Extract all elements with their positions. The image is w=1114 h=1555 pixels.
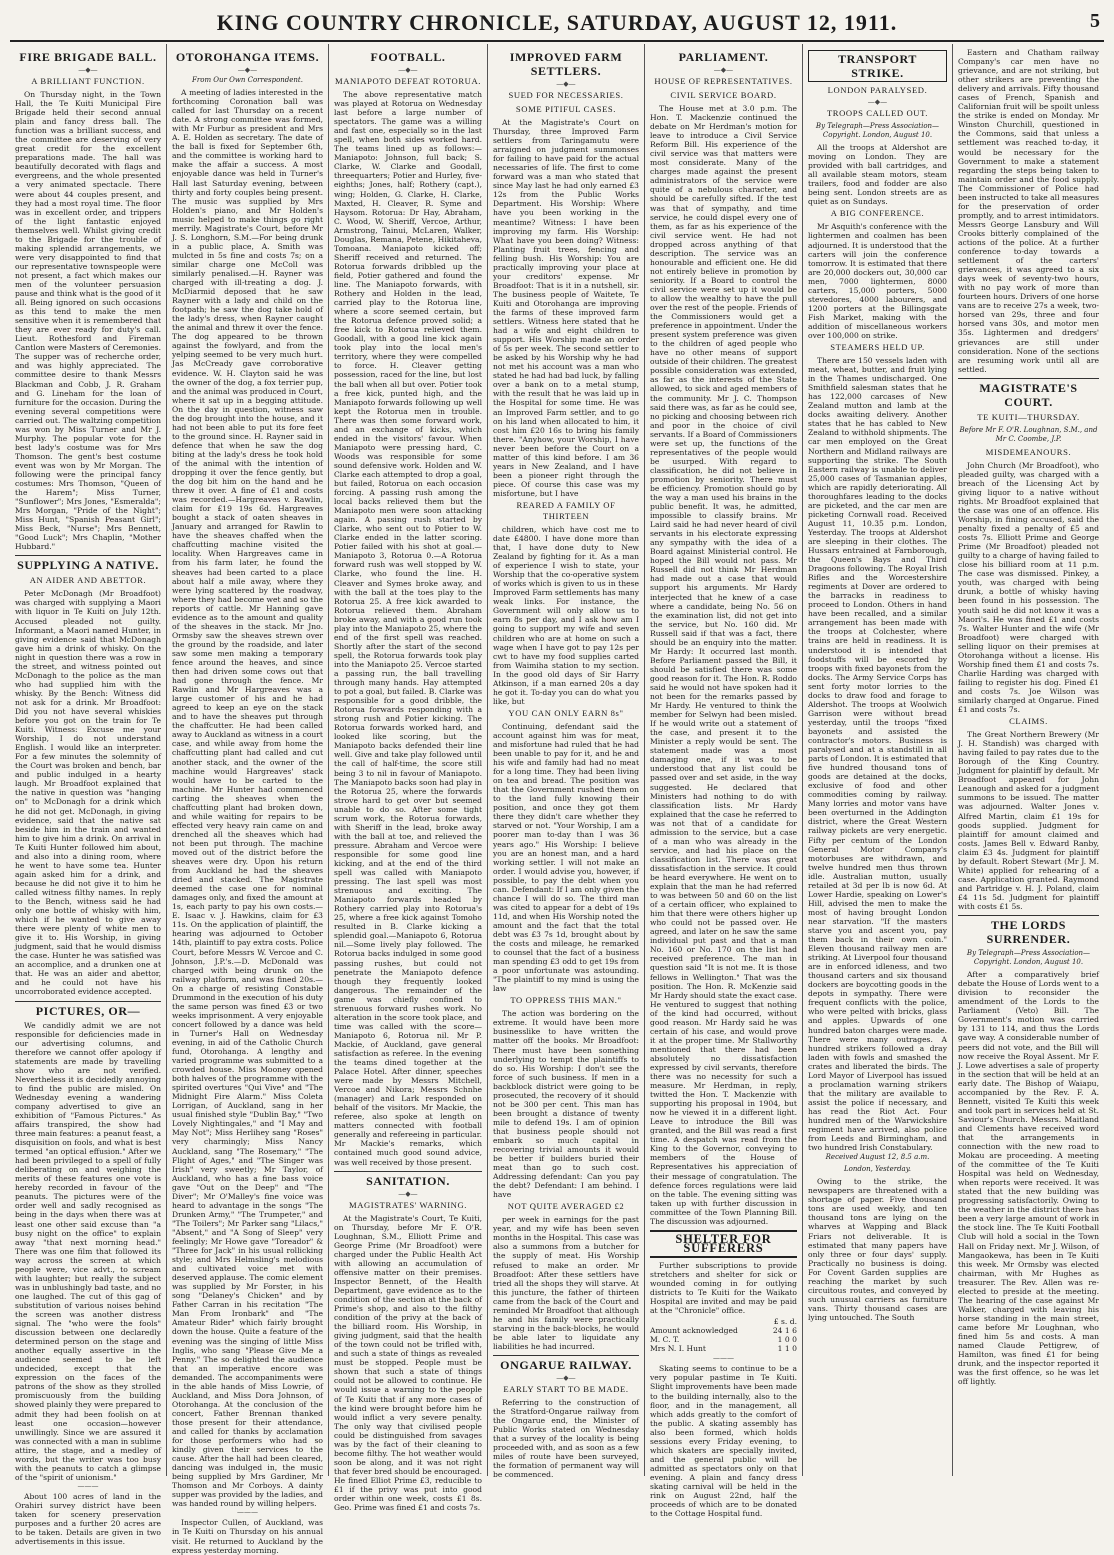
farm-settlers-heading: IMPROVED FARM SETTLERS. (509, 50, 623, 78)
masthead (10, 6, 1104, 42)
column-1 (10, 44, 167, 1547)
parliament-heading: PARLIAMENT. (678, 50, 769, 64)
football-body: The above representative match was played at Rotorua on Wednesday last before a large number of spectators. The game was a willing and fast one, especially so in the last spell, when both sides worked hard. The teams lined up as follows:— Maniapoto: Johnson, full back; S. Clarke, W. Clarke and Goodall, threequarters; Potier and Hurley, five-eighths; Jones, half; Rothery (capt.), wing; Holden, G. Clarke, H. Clarke, Maxted, H. Cleaver, R. Syme and Haysom. Rotorua: Dr Hay, Abraham, C. Wood, W. Sheriff, Vercoe, Arthur, Armstrong, Tainui, McLaren, Walker, Douglas, Remana, Petene, Hikitaheva, Tomoana. Maniapoto kicked off; Sheriff received and returned. The Rotorua forwards dribbled up the field, Potier gathered and found the line. The Maniapoto forwards, with Rothery and Holden in the lead, carried play to the Rotorua line, where a score seemed certain, but the Rotorua defence proved solid; a free kick to Rotorua relieved them. Goodall, with a good line kick again took play into the local men's territory, where they were compelled to force. H. Cleaver getting possession, raced for the line, but lost the ball when all but over. Potier took a free kick, punted high, and the Maniapoto forwards following up well kept the Rotorua men in trouble. There was then some forward work, and an exchange of kicks, which ended in the visitors' favour. When Maniapoto were pressing hard, C. Woods was responsible for some sound defensive work. Holden and W. Clarke each attempted to drop a goal, but failed, Rotorua on each occasion forcing. A passing rush among the local backs relieved them but the Maniapoto men were soon attacking again. A passing rush started by Clarke, who sent out to Potier to W. Clarke ended in the latter scoring. Potier failed with his shot at goal.—Maniapoto 3, Rotorua 0.—A Rotorua forward rush was well stopped by W. Clarke, who found the line. H. Cleaver and Symes broke away, and with the ball at the toes play to the Rotorua 25. A free kick awarded to Rotorua relieved them. Abraham broke away, and with a good run took play into the Maniapoto 25, where the end of the first spell was reached. Shortly after the start of the second spell, the Rotorua forwards took play into the Maniapoto 25. Vercoe started a passing run, the ball travelling through many hands. Hay attempted to pot a goal, but failed. B. Clarke was responsible for a good dribble, the Rotorua forwards responding with a strong rush and Potier kicking. The Rotorua forwards worked hard, and looked like scoring, but the Maniapoto backs defended their line well. Give and take play followed until the call of half-time, the score still being 3 to nil in favour of Maniapoto. The Maniapoto backs soon had play in the Rotorua 25, where the forwards strove hard to get over but seemed unable to do so. After some tight scrum work, the Rotorua forwards, with Sheriff in the lead, broke away with the ball at toe, and relieved the pressure. Abraham and Vercoe were responsible for some good line kicking, and at the end of the third spell was called with Maniapoto pressing. The last spell was most strenuous and exciting. The Maniapoto forwards headed by Rothery carried play into Rotorua's 25, where a free kick against Tomoho resulted in B. Clarke kicking a splendid goal.—Maniapoto 6, Rotorua nil.—Some lively play followed. The Rotorua backs indulged in some good passing rushes, but could not penetrate the Maniapoto defence though they frequently looked dangerous. The remainder of the game was chiefly confined to strenuous forward rushes work. No alteration in the score took place, and time was called with the score—Maniapoto 6, Rotorua nil. Mr P. Mackie, of Auckland, gave general satisfaction as referee. In the evening the teams dined together at the Palace Hotel. After dinner, speeches were made by Messrs Mitchell, Vercoe and Nikora; Messrs Schnhe (manager) and Lark responded on behalf of the visitors. Mr Mackie, the referee, also spoke at length on matters connected with football generally and refereeing in particular. Mr Mackie's remarks, which contained much good sound advice, was well received by those present. (334, 90, 482, 1167)
transport-strike-subheading-2: TROOPS CALLED OUT. (826, 108, 929, 118)
oppress-body: The action was bordering on the extreme. It would have been more businesslike to have written the matter off the books. Mr Broadfoot: There must have been something underlying to tempt the plaintiffs to do so. His Worship: I don't see the force of such business. If men in a backblock district were going to be prosecuted, the recovery of it should not be 300 per cent. This man has been brought a distance of twenty mile to defend 19s. I am of opinion that business people should not embark so much capital in recovering trivial amounts it would be better if builders buried their meat than go to such cost. Addressing defendant: Can you pay the debt? Defendant: I am behind. I have (493, 1009, 639, 1200)
table-cell-label: M. C. T. (650, 1335, 680, 1345)
sanitation-heading: SANITATION. (366, 1173, 450, 1188)
football-heading: FOOTBALL. (370, 50, 446, 64)
orahiri-note: About 100 acres of land in the Orahiri survey district have been taken for scenery preservation purposes and a further 20 acres are to be taken. Details are given in two advertisements in this issue. (15, 1491, 161, 1547)
lords-surrender-body: After a comparatively brief debate the House of Lords went to a division to reconsider the amendment of the Lords to the Parliament (Veto) Bill. The Government's motion was carried by 131 to 114, and thus the Lords gave way. A considerable number of peers did not vote, and the Bill will now receive the Royal Assent. Mr F. J. Lowe advertises a sale of property in the section that will be held at an early date. The Bishop of Waiapu, accompanied by the Rev. F. A. Bennett, visited Te Kuiti this week and took part in services held at St. Saviour's Church. Messrs. Maitland and Clements have received word that the arrangements in connection with the new road to Mokau are proceeding. A meeting of the committee of the Te Kuiti Hospital was held on Wednesday, when reports were received. It was stated that the new building was progressing satisfactorily. Owing to the weather in the district there has been a very large amount of work in the stock line. The Te Kuiti Football Club will hold a social in the Town Hall on Friday next. Mr J. Wilson, of Mangaokewa, has been in Te Kuiti this week. Mr Ormsby was elected chairman, with Mr Hughes as treasurer. The Rev. Allen was re-elected to preside at the meeting. The hearing of the case against Mr Walker, charged with leaving his horse standing in the main street, came before Mr Loughnan, who fined him 5s and costs. A man named Claude Pettigrew, of Hamilton, was fined £1 for being drunk, and the inspector reported it was the first offence, so he was let off lightly. (958, 970, 1099, 1387)
averaged-body: per week in earnings for the past year, and my wife has been seven months in the Hospital. This case was also a summons from a butcher for the supply of meat. His Worship refused to make an order. Mr Broadfoot: After these settlers have tried all the shops they will starve. At this juncture, the father of thirteen came from the back of the Court and reminded Mr Broadfoot that although he and his family were practically starving in the back-blocks, he would be able later to liquidate any liabilities he had incurred. (493, 1215, 639, 1351)
misdemeanours-heading: MISDEMEANOURS. (985, 446, 1072, 457)
strike-continued-body: Eastern and Chatham railway Company's car men have no grievance, and are not striking, but other strikers are preventing the delivery and arrivals. Fifty thousand cases of French, Spanish and Californian fruit will be spoilt unless the strike is ended on Monday. Mr Winston Churchill, questioned in the Commons, said that unless a settlement was reached to-day, it would be necessary for the Government to make a statement regarding the steps being taken to maintain order and the food supply. The Commissioner of Police had been instructed to take all measures for the preservation of order promptly, and to arrest intimidators. Messrs George Lansbury and Will Crooks bitterly complained of the actions of the police. At a further conference to-day towards a settlement of the carters' grievances, it was agreed to a six days week of seventy-two hours, with no pay work of more than fourteen hours. Drivers of one horse vans are to receive 27s a week, two-horsed van 29s, three and four horsed vans 30s, and motor men 35s. Lightermen and dredgers' grievances are still under consideration. None of the sections are resuming work until all are settled. (958, 48, 1099, 374)
ornament-divider: ——— (77, 1481, 99, 1490)
otorohanga-heading: OTOROHANGA ITEMS. (175, 50, 320, 64)
conference-body: Mr Asquith's conference with the lightermen and coalmen has been adjourned. It is understood that the carters will join the conference tomorrow. It is estimated that there are 20,000 dockers out, 30,000 car men, 7000 lightermen, 8000 carters, 15,000 porters, 5000 stevedores, 4000 labourers, and 1200 porters at the Billingsgate Fish Market, making with the addition of miscellaneous workers over 100,000 on strike. (808, 222, 947, 340)
magistrates-court-body: John Church (Mr Broadfoot), who pleaded guilty, was charged with a breach of the Licensing Act by giving liquor to a native without rights. Mr Broadfoot explained that the case was one of an offence. His Worship, in fining accused, said the penalty fixed a penalty of £5 and costs 7s. Elliott Prime and George Prime (Mr Broadfoot) pleaded not guilty to a charge of having failed to close his billiard room at 11 p.m. The case was dismissed. Pinkey, a youth, was charged with being drunk, a bottle of whisky having been found in his possession. The youth said he did not know it was a Maori's. He was fined £1 and costs 7s. Walter Hunter and the wife (Mr Broadfoot) were charged with selling liquor on their premises at Otorohanga without a license. His Worship fined them £1 and costs 7s. Charlie Harding was charged with failing to register his dog. Fined £1 and costs 7s. Joe Wilson was similarly charged at Ongarue. Fined £1 and costs 7s. (958, 460, 1099, 715)
steamers-heading: STEAMERS HELD UP. (830, 342, 925, 353)
column-4 (488, 44, 645, 1480)
table-row (650, 1335, 797, 1344)
table-row (650, 1326, 797, 1335)
ongarue-heading: ONGARUE RAILWAY. (500, 1358, 632, 1372)
ornament-divider: —◆— (556, 1374, 576, 1382)
fire-brigade-heading: FIRE BRIGADE BALL. (19, 50, 157, 64)
transport-strike-heading (808, 50, 947, 82)
magistrates-court-date: TE KUITI—THURSDAY. (977, 411, 1080, 422)
ornament-divider: —◆— (398, 1189, 418, 1198)
transport-strike-byline: By Telegraph—Press Association—Copyright. London, August 10. (815, 122, 940, 140)
masthead-title: KING COUNTRY CHRONICLE, SATURDAY, AUGUST 12, 1911. (216, 10, 898, 35)
magistrates-court-heading: MAGISTRATE'S COURT. (979, 380, 1078, 409)
pictures-body: We candidly admit we are not responsible for deficiencies made in our advertising columns, and therefore we cannot offer apology if statements are made by travelling show who are not verified. Nevertheless it is decidedly annoying to find the public are misled. On Wednesday evening a wandering company advertised to give an exhibition of "Famous Pictures." As affairs transpired, the show had three main features: a peanut feast, a disquisition on fools, and what is best termed "an optical effusion." After we had been privileged to a spell of fully deliberating on and weighing the merits of these features one vote is hereby recorded in favour of the peanuts. The pictures were of the order well and sadly recognised as being in the days when there was at least one other said excuse than "a busy night on the office" to explain away "that next morning head." There was one film that followed its way across the screen at which people were, vice advt., to scream with laughter; but really the subject was in unblushingly bad taste, and no one laughed. The cut of this gag of substitution of various noises behind the screen was another distress signal. The "who were the fools" discussion between one declaredly determined person on the stage and another equally assertive in the audience seemed to be left undecided, except that the expression on the faces of the patrons of the show as they strolled promiscuously from the building showed plainly they were prepared to admit they had been foolish on at least one occasion—however unwillingly. Since we are assured it was connected with a man in sublime attire, the stage, and a medley of words, but the writer was too busy with the peanuts to catch a glimpse of the "spirit of unionism." (15, 1020, 161, 1482)
ornament-divider: —◆— (556, 80, 576, 88)
column-6 (803, 44, 953, 1476)
ornament-divider: —◆— (713, 66, 734, 74)
section-divider (334, 1171, 482, 1172)
column-5 (645, 44, 803, 1519)
shelter-body: Further subscriptions to provide stretchers and shelter for sick or wounded coming in for outlying districts to Te Kuiti for the Waikato Hospital are invited and may be paid at the "Chronicle" office. (650, 1260, 797, 1316)
table-row (650, 1344, 797, 1353)
column-7 (953, 44, 1104, 1476)
subscription-table (650, 1317, 797, 1353)
table-header-currency: £ s. d. (773, 1317, 797, 1327)
ornament-divider: ——— (713, 1354, 734, 1363)
oppress-heading: TO OPPRESS THIS MAN." (510, 995, 622, 1006)
transport-strike-subheading: LONDON PARALYSED. (827, 85, 928, 95)
fire-brigade-body: On Thursday night, in the Town Hall, the Te Kuiti Municipal Fire Brigade held their second annual plain and fancy dress ball. The function was a brilliant success, and the committee are deserving of very great credit for the excellent preparations made. The hall was beautifully decorated with flags and evergreens, and the whole presented a very animated spectacle. There were about 44 couples present, and they had a most royal time. The floor was in excellent order, and trippers of the light fantastic enjoyed themselves well. Whilst giving credit to the Brigade for the trouble of making splendid arrangements, we were very disappointed to find that our representative townspeople were not present, a fact which makes our men of the volunteer persuasion pause and think what is the good of it all. Being ignored on such occasions as this tend to make the men sensitive when it is remembered that they are ever ready for duty's call. Lieut. Rothesford and Fireman Cantlon were Masters of Ceremonies. The supper was of recherche order, and was highly appreciated. The committee desire to thank Messrs Blackman and Cobb, J. R. Graham and G. Lineham for the loan of furniture for the occasion. During the evening several competitions were carried out. The waltzing competition was won by Miss Turner and Mr J. Murphy. The popular vote for the best lady's costume was for Mrs Thomson. The gent's best costume event was won by Mr Morgan. The following were the principal fancy costumes: Mrs Thomson, "Queen of the Harem"; Miss Turner, "Sunflower"; Mrs Jones, "Esmeralda"; Mrs Morgan, "Pride of the Night"; Miss Hunt, "Spanish Peasant Girl"; Miss Beck, "Nurse"; Mrs Bennett, "Good Luck"; Mrs Chaplin, "Mother Hubbard." (15, 90, 161, 552)
claims-heading: CLAIMS. (1009, 716, 1048, 727)
conference-heading: A BIG CONFERENCE. (830, 208, 925, 219)
native-subheading: AN AIDER AND ABETTOR. (29, 575, 147, 586)
received-dateline: London, Yesterday. (844, 1165, 911, 1174)
otorohanga-byline: From Our Own Correspondent. (192, 76, 303, 84)
farm-settlers-subheading-2: SOME PITIFUL CASES. (515, 104, 617, 114)
page-number: 5 (1090, 10, 1100, 32)
parliament-subheading: HOUSE OF REPRESENTATIVES. (654, 76, 793, 86)
pictures-heading: PICTURES, OR— (35, 1003, 141, 1018)
parliament-subheading-2: CIVIL SERVICE BOARD. (670, 90, 777, 100)
transport-strike-title: TRANSPORT STRIKE. (808, 50, 947, 82)
earn-body: Continuing, defendant said the account against him was for meat, and misfortune had ruled that he had been unable to pay for it, and he and his wife and family had had no meat for a long time. They had been living on tea and bread. The position was that the Government rushed them on to the land fully knowing their position, and once they got them there they didn't care whether they starved or not. "Your Worship, I am a poorer man to-day than I was 36 years ago." His Worship: I believe you are an honest man, and a hard working settler. I will not make an order. I would advise you, however, if possible, to pay the debt when you can. Defendant: If I am only given the chance I will do so. The third man was cited to appear for a debt of 19s 11d, and when His Worship noted the amount and the fact that the total debt was £3 7s 1d, brought about by the costs and mileage, he remarked to counsel that the fact of a business man spending £3 odd to get 19s from a poor unfortunate was astounding. "The plaintiff to my mind is using the law (493, 721, 639, 994)
lords-surrender-byline: By Telegraph—Press Association—Copyright. London, August 10. (966, 949, 1091, 967)
sanitation-body: At the Magistrate's Court, Te Kuiti, on Thursday, before Mr F. O'R. Loughnan, S.M., Elliott Prime and George Prime (Mr Broadfoot) were charged under the Public Health Act with allowing an accumulation of offensive matter on their premises. Inspector Bennett, of the Health Department, gave evidence as to the condition of the section at the back of Prime's shop, and also to the filthy condition of the privy at the back of the billiard room. His Worship, in giving judgment, said that the health of the town could not be trifled with, and such a state of things as revealed must be stopped. People must be shown that such a state of things could not be allowed to continue. He would issue a warning to the people of Te Kuiti that if any more cases of the kind were brought before him he would inflict a very severe penalty. The only way that civilised people could be distinguished from savages was by the fact of their cleaning to become filthy. The hot weather would soon be along, and it was not right that fever bred should be encouraged. He fined Elliot Prime £3, reducible to £1 if the privy was put into good order within one week, costs £1 8s. Geo. Prime was fined £1 and costs 7s. (334, 1213, 482, 1513)
ongarue-body: Referring to the construction of the Stratford-Ongarue railway from the Ongarue end, the Minister of Public Works stated on Wednesday that a survey of the locality is being proceeded with, and as soon as a few miles of route have been surveyed, the formation of permanent way will be commenced. (493, 1398, 639, 1480)
columns (10, 44, 1104, 1555)
section-divider (958, 915, 1099, 916)
farm-settlers-subheading: SUED FOR NECESSARIES. (508, 90, 624, 100)
ornament-divider: ——— (237, 1508, 258, 1517)
magistrates-court-before: Before Mr F. O'R. Loughnan, S.M., and Mr C. Coombe, J.P. (959, 425, 1098, 443)
lords-surrender-heading: THE LORDS SURRENDER. (986, 918, 1071, 947)
ornament-divider: —◆— (237, 66, 258, 74)
ongarue-subheading: EARLY START TO BE MADE. (503, 1384, 629, 1394)
earn-heading: YOU CAN ONLY EARN 8s" (508, 707, 624, 718)
section-divider (15, 555, 161, 556)
shelter-heading: SHELTER FOR SUFFERERS (650, 1230, 797, 1258)
farm-settlers-body: At the Magistrate's Court on Thursday, three Improved Farm settlers from Taringamutu were arraigned on judgment summonses for failing to have paid for the actual necessaries of life. The first to come forward was a man who stated that since May last he had only earned £3 12s from the Public Works Department. His Worship: Where have you been working in the meantime? Witness: I have been improving my farm. His Worship: What have you been doing? Witness: Planting fruit trees, fencing and felling bush. His Worship: You are practically improving your place at your creditors' expense. Mr Broadfoot: That is it in a nutshell, sir. The business people of Waitete, Te Kuiti and Otorohanga are improving the farms of these improved farm settlers. Witness here stated that he had a wife and eight children to support. His Worship made an order of 5s per week. The second settler to be asked by his Worship why he had not met his account was a man who stated he had had bad luck, by falling over a bank on to a metal stump, with the result that he was laid up in the Hospital for some time. He was an Improved Farm settler, and to go on his land when allocated to him, it cost him £20 16s to bring his family there. "Anyhow, your Worship, I have never been before the Court on a matter of this kind before. I am 36 years in New Zealand, and I have been a pioneer right through the piece. Of course this case was my misfortune, but I have (493, 118, 639, 498)
ornament-divider: —◆— (867, 98, 888, 106)
table-cell-label: Amount acknowledged (650, 1326, 738, 1336)
section-divider (958, 378, 1099, 379)
claims-body: The Great Northern Brewery (Mr J. H. Standish) was charged with having failed to pay rates due to the Borough of the King Country. Judgment for plaintiff by default. Mr Broadfoot appeared for John Leanough and asked for a judgment summons to be issued. The matter was adjourned. Walter Jones v. Alfred Martin, claim £1 19s for goods supplied. Judgment for plaintiff for amount claimed and costs. James Bell v. Edward Ranby, claim £3 4s. Judgment for plaintiff by default. Robert Stewart (Mr J. M. White) applied for rehearing of a case. Application granted. Raymond and Partridge v. H. J. Poland, claim £4 11s 5d. Judgment for plaintiff with costs £1 5s. (958, 730, 1099, 911)
football-subheading: MANIAPOTO DEFEAT ROTORUA. (334, 76, 482, 86)
reared-family-body: children, which have cost me to date £4800. I have done more than that, I have done duty to New Zealand by fighting for it. As a man of experience I wish to state, your Worship that the co-operative system of works which is given to us in these Improved Farm settlements has many weak links. For instance, the Government will only allow us to earn 8s per day, and I ask how am I going to support my wife and seven children who are at home on such a wage when I have got to pay 12s per cwt to have my food supplies carted from Waimiha station to my section. In the good old days of Sir Harry Atkinson, if a man earned 20s a day he got it. To-day you can do what you like, but (493, 524, 639, 706)
column-3 (329, 44, 488, 1513)
steamers-body: There are 150 vessels laden with meat, wheat, butter, and fruit lying in the Thames undischarged. One Smithfield salesman states that he has 122,000 carcases of New Zealand mutton and lamb at the docks awaiting delivery. Another states that he has cabled to New Zealand to withhold shipments. The car men employed on the Great Northern and Midland railways are supporting the strike. The South Eastern railway is unable to deliver 25,000 cases of Tasmanian apples, which are rapidly deteriorating. All thoroughfares leading to the docks are picketed, and the car men are picketing Cornwall road. Received August 11, 10.35 p.m. London, Yesterday. The troops at Aldershot are sleeping in their clothes. The Hussars entrained at Farnborough, the Queen's Bays and Third Dragoons following. The Royal Irish Rifles and the Worcestershire regiments at Dover are ordered to the barracks in readiness to proceed to London. Others in hand have been recalled, and a similar arrangement has been made with the troops at Colchester, where trains are held in readiness. It is understood it is intended that foodstuffs will be escorted by troops with fixed bayonets from the docks. The Army Service Corps has sent forty motor lorries to the docks to draw food and forage to Aldershot. The troops at Woolwich Garrison were without bread yesterday, until the troops "fixed bayonets and assisted the contractor's motors. Business is paralysed and at a standstill in all parts of London. It is estimated that five hundred thousand tons of goods are detained at the docks, exclusive of food and other commodities coming by railway. Many lorries and motor vans have been overturned in the Addington district, where the Great Western railway pickets are very energetic. Fifty per centum of the London General Motor Company's motorbuses are withdrawn, and twelve hundred men thus thrown idle. Australian mutton, usually retailed at 3d per lb is now 6d. At Lower Hardie, speaking on Lower's Hill, advised the men to make the most of having brought London near starvation. "If the masters starve you and ascent you, pay them back in their own coin." Eleven thousand railway men are striking. At Liverpool four thousand are in enforced idleness, and two thousand carters and six thousand dockers are boycotting goods in the depots in sympathy. There were frequent conflicts with the police, who were pelted with bricks, glass and apples. Upwards of one hundred baton charges were made. There were many outrages. A hundred strikers followed a dray laden with fowls and smashed the crates and liberated the birds. The Lord Mayor of Liverpool has issued a proclamation warning strikers that the military are available to assist the police if necessary, and has read the Riot Act. Four hundred men of the Warwickshire regiment have arrived, also police from Leeds and Birmingham, and two hundred Irish Constabulary. (808, 356, 947, 1153)
native-body: Peter McDonagh (Mr Broadfoot) was charged with supplying a Maori with liquor in Te Kuiti on July 12th. Accused pleaded not guilty. Informant, a Maori named Hunter, in giving evidence said that McDonagh gave him a drink of whisky. On the night in question there was a row in the street, and witness pointed out McDonagh to the police as the man who had supplied him with the whisky. By the Bench: Witness did not ask for a drink. Mr Broadfoot: Did you not have several whiskies before you got on the train for Te Kuiti. Witness: Excuse me your Worship, I do not understand English. I would like an interpreter. For a few minutes the solemnity of the Court was broken and bench, bar and public indulged in a hearty laugh. Mr Broadfoot explained that the native in question was "hanging on" to McDonagh for a drink which he did not get. McDonagh, in giving evidence, said that the native sat beside him in the train and wanted him to give him a drink. On arrival in Te Kuiti Hunter followed him about, and also into a dining room, where he went to have some tea. Hunter again asked him for a drink, and because he did not give it to him he called witness filthy names. In reply to the Bench, witness said he had only one bottle of whisky with him, which if he wanted to give away there were plenty of white men to give it to. His Worship, in giving judgment, said that he would dismiss the case. Hunter he was satisfied was an accomplice, and a drunken one at that. He was an aider and abettor, and he could not have his uncorroborated evidence accepted. (15, 589, 161, 997)
averaged-heading: NOT QUITE AVERAGED £2 (507, 1201, 625, 1212)
table-cell-label: Mrs N. I. Hunt (650, 1344, 706, 1354)
transport-strike-body: All the troops at Aldershot are moving on London. They are provided with ball cartridges, and all available steam motors, steam trailers, food and fodder are also being sent. London streets are as quiet as on Sundays. (808, 143, 947, 207)
received-line: Received August 12, 8.5 a.m. (825, 1153, 930, 1162)
reared-family-heading: REARED A FAMILY OF THIRTEEN (516, 499, 616, 521)
ornament-divider: —◆— (78, 66, 98, 74)
table-row (650, 1317, 797, 1326)
otorohanga-body: A meeting of ladies interested in the forthcoming Coronation ball was called for last Thursday on a recent date. A strong committee was formed, with Mr Furbur as president and Mrs A. E. Holden as secretary. The date of the ball is fixed for September 6th, and the committee is working hard to make the affair a success. A most enjoyable dance was held in Turner's Hall last Saturday evening, between thirty and forty couples being present. The music was supplied by Mrs Holden's piano, and Mr Holden's music helped to make things go right merrily. Magistrate's Court, before Mr J. S. Longhorn, S.M.—For being drunk in a public place, A. Smith was mulcted in 5s fine and costs 7s; on a similar charge one McColl was similarly penalised.—H. Rayner was charged with ill-treating a dog. J. McDiarmid deposed that he saw Rayner with a lady and child on the footpath; he saw the dog take hold of the lady's dress, when Rayner caught the animal and threw it over the fence. The dog appeared to be thrown against the fowlyard, and from the yelping seemed to be very much hurt. Jas McCready gave corroborative evidence. W. H. Clayton said he was the owner of the dog, a fox terrier pup, and the animal was produced in Court, where it sat up in a begging attitude. On the day in question, witness saw the dog brought into the house, and it had not been able to put its fore feet to the ground since. H. Rayner said in defence that when he saw the dog biting at the lady's dress he took hold of the animal with the intention of dropping it over the fence gently, but the dog bit him on the hand and he threw it over. A fine of £1 and costs was recorded.—Hargreaves v. Rawlin, claim for £19 19s 6d. Hargreaves bought a stack of oaten sheaves in January and arranged for Rawlin to have the sheaves chaffed when the chaffcutting machine visited the locality. When Hargreaves came in from his farm later, he found the sheaves had been carted to a place about half a mile away, where they were lying scattered by the roadway, where they had become wet and so the reports of cattle. Mr Hanning gave evidence as to the amount and quality of the sheaves in the stack. Mr Jno. Ormsby saw the sheaves strewn over the ground by the roadside, and later saw some men making a temporary fence around the heaves, and since then had driven some cows out that had gone through the fence. Mr Rawlin and Mr Hargreaves was a large customer of his and he had agreed to keep an eye on the stack and to have the sheaves put through the chaffcutter. He had been called away to Auckland as witness in a court case, and while away from home the chaffcutting plant had called and cut another stack, and the owner of the machine would Hargreaves' stack would have to be carted to the machine. Mr Hunter had commenced carting the sheaves when the chaffcutting plant had broken down, and while waiting for repairs to be effected very heavy rain came on and drenched all the sheaves which had not been put through. The machine moved out of the district before the sheaves were dry. Upon his return from Auckland he had the sheaves dried and stacked. The Magistrate deemed the case one for nominal damages only, and fixed the amount at 1s, each party to pay his own costs.—E. Isaac v. J. Hawkins, claim for £3 11s. On the application of plaintiff, the hearing was adjourned to October 14th, plaintiff to pay extra costs. Police Court, before Messrs W. Vercoe and C. Johnson, J.P.'s.—D. McDonald was charged with being drunk on the railway platform, and was fined 20s.—On a charge of resisting Constable Drummond in the execution of his duty the same person was fined £3 or two weeks imprisonment. A very enjoyable concert followed by a dance was held in Turner's Hall on Wednesday evening, in aid of the Catholic Church fund, Otorohanga. A lengthy and varied programme was submitted to a crowded house. Miss Mooney opened both halves of the programme with the spirited overtures "Qui Vive" and "The Midnight Fire Alarm." Miss Coleta Lorrigan, of Auckland, sang in her usual finished style "Dublin Bay," "Two Lovely Nightingales," and "I May and May Not"; Miss Herlihey sang "Roses" very charmingly; Miss Nancy Auckland, sang "The Rosemary," "The Flight of Ages," and "The Singer was Irish" very sweetly; Mr Taylor, of Auckland, who has a fine bass voice gave "Out on the Deep" and "The Diver"; Mr O'Malley's fine voice was heard to advantage in the songs "The Drunken Army," "The Trumpeter," and "The Toilers"; Mr Parker sang "Lilacs," "Absent," and "A Song of Sleep" very feelingly; Mr Howe gave "Toreador" & "Three for Jack" in his usual rollicking style; and Mrs Helmsling's melodious and cultivated voice met with deserved applause. The comic element was supplied by Mr Forster, in his song "Delaney's Chicken" and by Father Carran in his recitation "The Man From Ironbark" and "The Amateur Rider" which fairly brought down the house. Quite a feature of the evening was the singing of little Miss Inglis, who sang "Please Give Me a Penny." The so delighted the audience that an imperative encore was demanded. The accompaniments were in the able hands of Miss Lowrie, of Auckland, and Miss Dora Johnson, of Otorohanga. At the conclusion of the concert, Father Brennan thanked those present for their attendance, and called for thanks by acclamation for those performers who had so kindly given their services to the cause. After the hall had been cleared, dancing was indulged in, the music being supplied by Mrs Gardiner, Mr Thomson and Mr Corboys. A dainty supper was provided by the ladies, and was handed round by willing helpers. (172, 88, 324, 1509)
ornament-divider: —◆— (398, 66, 418, 74)
section-divider (493, 1355, 639, 1356)
newspaper-page (10, 6, 1104, 1555)
table-cell-value: 1 1 0 (777, 1344, 797, 1354)
table-cell-value: 1 0 0 (777, 1335, 797, 1345)
section-divider (15, 1001, 161, 1002)
table-cell-value: 24 1 6 (772, 1326, 797, 1336)
column-2 (167, 44, 329, 1555)
parliament-body: The House met at 3.0 p.m. The Hon. T. Mackenzie continued the debate on Mr Herdman's motion for leave to introduce a Civil Service Reform Bill. His experience of the civil service was that matters were most considerate. Many of the charges made against the present administrators of the service were quite of a nebulous character, and should be carefully sifted. If the test was that of sympathy, and time service, he could dispel every one of them, as far as his experience of the civil service went. He had not dropped across anything of that description. The service was an honourable and efficient one. He did not entirely believe in promotion by seniority. If a Board to control the civil service were set up it would be to allow the wealthy to have the pull over the rest of the people. Friends of the Commissioners would get a preference in appointment. Under the present system preference was given to the children of aged people who have no other means of support outside of their children. The greatest possible consideration was extended, as far as the interests of the State allowed, to sick and aged members of the community. Mr J. C. Thompson said there was, as far as he could see, no picking and choosing between rich and poor in the choice of civil servants. If a Board of Commissioners were set up, the functions of the representatives of the people would be usurped. With regard to classification, he did not believe in promotion by seniority. There must be efficiency. Promotion should go by the way a man used his brains in the public benefit. It was, he admitted, impossible to classify brains. Mr Laird said he had never heard of civil servants in his electorate expressing any sympathy with the idea of a Board against Ministerial control. He hoped the Bill would not pass. Mr Russell did not think Mr Herdman had made out a case that would support his arguments. Mr Hardy interjected that he knew of a case where a candidate, being No. 56 on the examination list, did not get into the service, but No. 160 did. Mr Russell said if that was a fact, there should be an enquiry into the matter. Mr Hardy: It occurred last month. Before Parliament passed the Bill, it should be satisfied there was some good reason for it. The Hon. R. Roddo said he would not have spoken had it not been for the remarks passed by Mr Hardy. He ventured to think the member for Selwyn had been misled. If he would write out a statement of the case, and present it to the Minister a reply would be sent. The statement made was a most damaging one, if it was to be understood that any list could be passed over and set aside, in the way suggested. He declared that Ministers had nothing to do with classification lists. Mr Hardy explained that the case he referred to was not that of a candidate for admission to the service, but a case of a man who was already in the service, and had his place on the classification list. There was great dissatisfaction in the service. It could be heard everywhere. He went on to explain that the man he had referred to was between 50 and 60 on the list of a certain officer, who explained to him that there were others higher up who could not be passed over. He agreed, and later on he saw the same individual put past and that a man No. 160 or No. 170 on the list had received preference. The man in question said "It is not me. It is those fellows in Wellington." That was the position. The Hon. R. McKenzie said Mr Hardy should state the exact case. He ventured to suggest that nothing of the kind had occurred, without good reason. Mr Hardy said he was certain of his case, and would prove it at the proper time. Mr Stallworthy mentioned that there had been absolutely no dissatisfaction expressed by civil servants, therefore there was no necessity for such a measure. Mr Herdman, in reply, twitted the Hon. T. Mackenzie with supporting his proposal in 1904, but now he viewed it in a different light. Leave to introduce the Bill was granted, and the Bill was read a first time. A despatch was read from the King to the Governor, conveying to members of the House of Representatives his appreciation of their message of congratulation. The defence forces regulations were laid on the table. The evening sitting was taken up with further discussion in committee of the Town Planning Bill. The discussion was adjourned. (650, 104, 798, 1226)
native-heading: SUPPLYING A NATIVE. (17, 558, 159, 573)
sanitation-subheading: MAGISTRATES' WARNING. (348, 1199, 468, 1210)
received-body: Owing to the strike, the newspapers are threatened with a shortage of paper. Five thousand tons are used weekly, and ten thousand tons are lying on the wharves at Wapping and Black Friars not deliverable. It is estimated that many papers have only three or four days' supply. Practically no business is doing. For Covent Garden supplies are reaching the market by such circuitous routes, and conveyed by such unusual carriers as furniture vans. Thirty thousand cases are lying untouched. The South (808, 1177, 947, 1322)
skating-body: Skating seems to continue to be a very popular pastime in Te Kuiti. Slight improvements have been made to the building internally, also to the floor, and in the management, all which adds greatly to the comfort of the public. A skating assembly has also been formed, which holds sessions every Friday evening, to which skaters are specially invited, and the general public will be admitted as spectators only on that evening. A plain and fancy dress skating carnival will be held in the rink on August 22nd, half the proceeds of which are to be donated to the Cottage Hospital fund. (650, 1364, 797, 1519)
inspector-note: Inspector Cullen, of Auckland, was in Te Kuiti on Thursday on his annual visit. He returned to Auckland by the express yesterday morning. (172, 1518, 323, 1555)
fire-brigade-subheading: A BRILLIANT FUNCTION. (31, 76, 145, 86)
